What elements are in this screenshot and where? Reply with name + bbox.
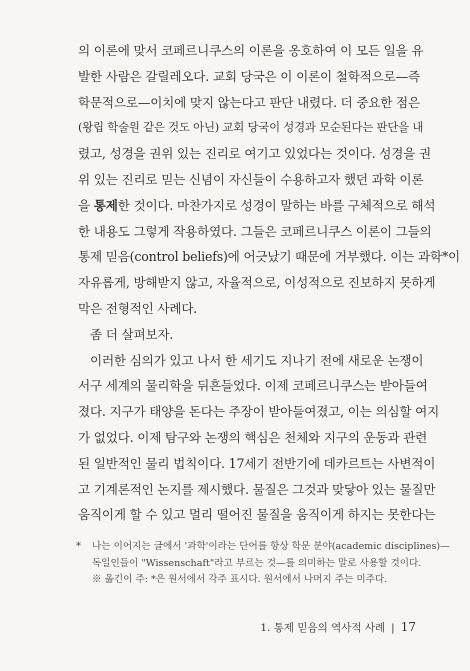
page-footer bbox=[260, 620, 416, 635]
footnote bbox=[76, 539, 450, 589]
text-fragment: 을 bbox=[78, 197, 94, 213]
text-line: (왕립 학술원 같은 것도 아닌) 교회 당국이 성경과 모순된다는 판단을 내 bbox=[78, 120, 424, 135]
text-line bbox=[78, 193, 436, 219]
text-line: 막은 전형적인 사례다. bbox=[78, 300, 198, 316]
chapter-title: 1. 통제 믿음의 역사적 사례 bbox=[260, 622, 386, 634]
footnote-line: 독일인들이 "Wissenschaft"라고 부르는 것—를 의미하는 말로 사용할 것이다. bbox=[92, 557, 422, 569]
text-fragment: 한 것이다. 마찬가지로 성경이 말하는 바를 구체적으로 해석 bbox=[117, 197, 436, 213]
text-line: 의 이론에 맞서 코페르니쿠스의 이론을 옹호하여 이 모든 일을 유 bbox=[78, 43, 424, 58]
text-line: 학문적으로—이치에 맞지 않는다고 판단 내렸다. 더 중요한 점은 bbox=[78, 94, 420, 110]
text-line: 서구 세계의 물리학을 뒤흔들었다. 이제 코페르니쿠스는 받아들여 bbox=[78, 378, 428, 394]
page-number: 17 bbox=[400, 620, 416, 634]
footnote-marker: * bbox=[76, 541, 81, 552]
translator-note: ※ 옮긴이 주: *은 원서에서 각주 표시다. 원서에서 나머지 주는 미주다. bbox=[92, 574, 388, 585]
footnote-line: 나는 이어지는 글에서 '과학'이라는 단어를 항상 학문 분야(academic disciplines)— bbox=[92, 541, 450, 552]
text-line: 통제 믿음(control beliefs)에 어긋났기 때문에 거부했다. 이는 과학*이 bbox=[78, 249, 461, 265]
text-line: 자유롭게, 방해받지 않고, 자율적으로, 이성적으로 진보하지 못하게 bbox=[78, 275, 436, 291]
text-line: 졌다. 지구가 태양을 돈다는 주장이 받아들여졌고, 이는 의심할 여지 bbox=[78, 404, 440, 420]
text-line: 렸고, 성경을 권위 있는 진리로 여기고 있었다는 것이다. 성경을 권 bbox=[78, 146, 431, 162]
text-line: 움직이게 할 수 있고 멀리 떨어진 물질을 움직이게 하지는 못한다는 bbox=[78, 507, 436, 523]
text-line: 좀 더 살펴보자. bbox=[90, 326, 174, 342]
body-text bbox=[78, 38, 461, 528]
text-line: 된 일반적인 물리 법칙이다. 17세기 전반기에 데카르트는 사변적이 bbox=[78, 455, 436, 471]
text-line: 발한 사람은 갈릴레오다. 교회 당국은 이 이론이 철학적으로—즉 bbox=[78, 68, 420, 84]
footer-separator: | bbox=[391, 622, 395, 634]
emphasis-term: 통제 bbox=[93, 197, 118, 213]
text-line: 고 기계론적인 논지를 제시했다. 물질은 그것과 맞닿아 있는 물질만 bbox=[78, 481, 436, 497]
text-line: 위 있는 진리로 믿는 신념이 자신들이 수용하고자 했던 과학 이론 bbox=[78, 171, 424, 187]
text-line: 이러한 심의가 있고 나서 한 세기도 지나기 전에 새로운 논쟁이 bbox=[90, 352, 424, 368]
text-line: 가 없었다. 이제 탐구와 논쟁의 핵심은 천체와 지구의 운동과 관련 bbox=[78, 429, 428, 445]
text-line: 한 내용도 그렇게 작용하였다. 그들은 코페르니쿠스 이론이 그들의 bbox=[78, 223, 432, 239]
